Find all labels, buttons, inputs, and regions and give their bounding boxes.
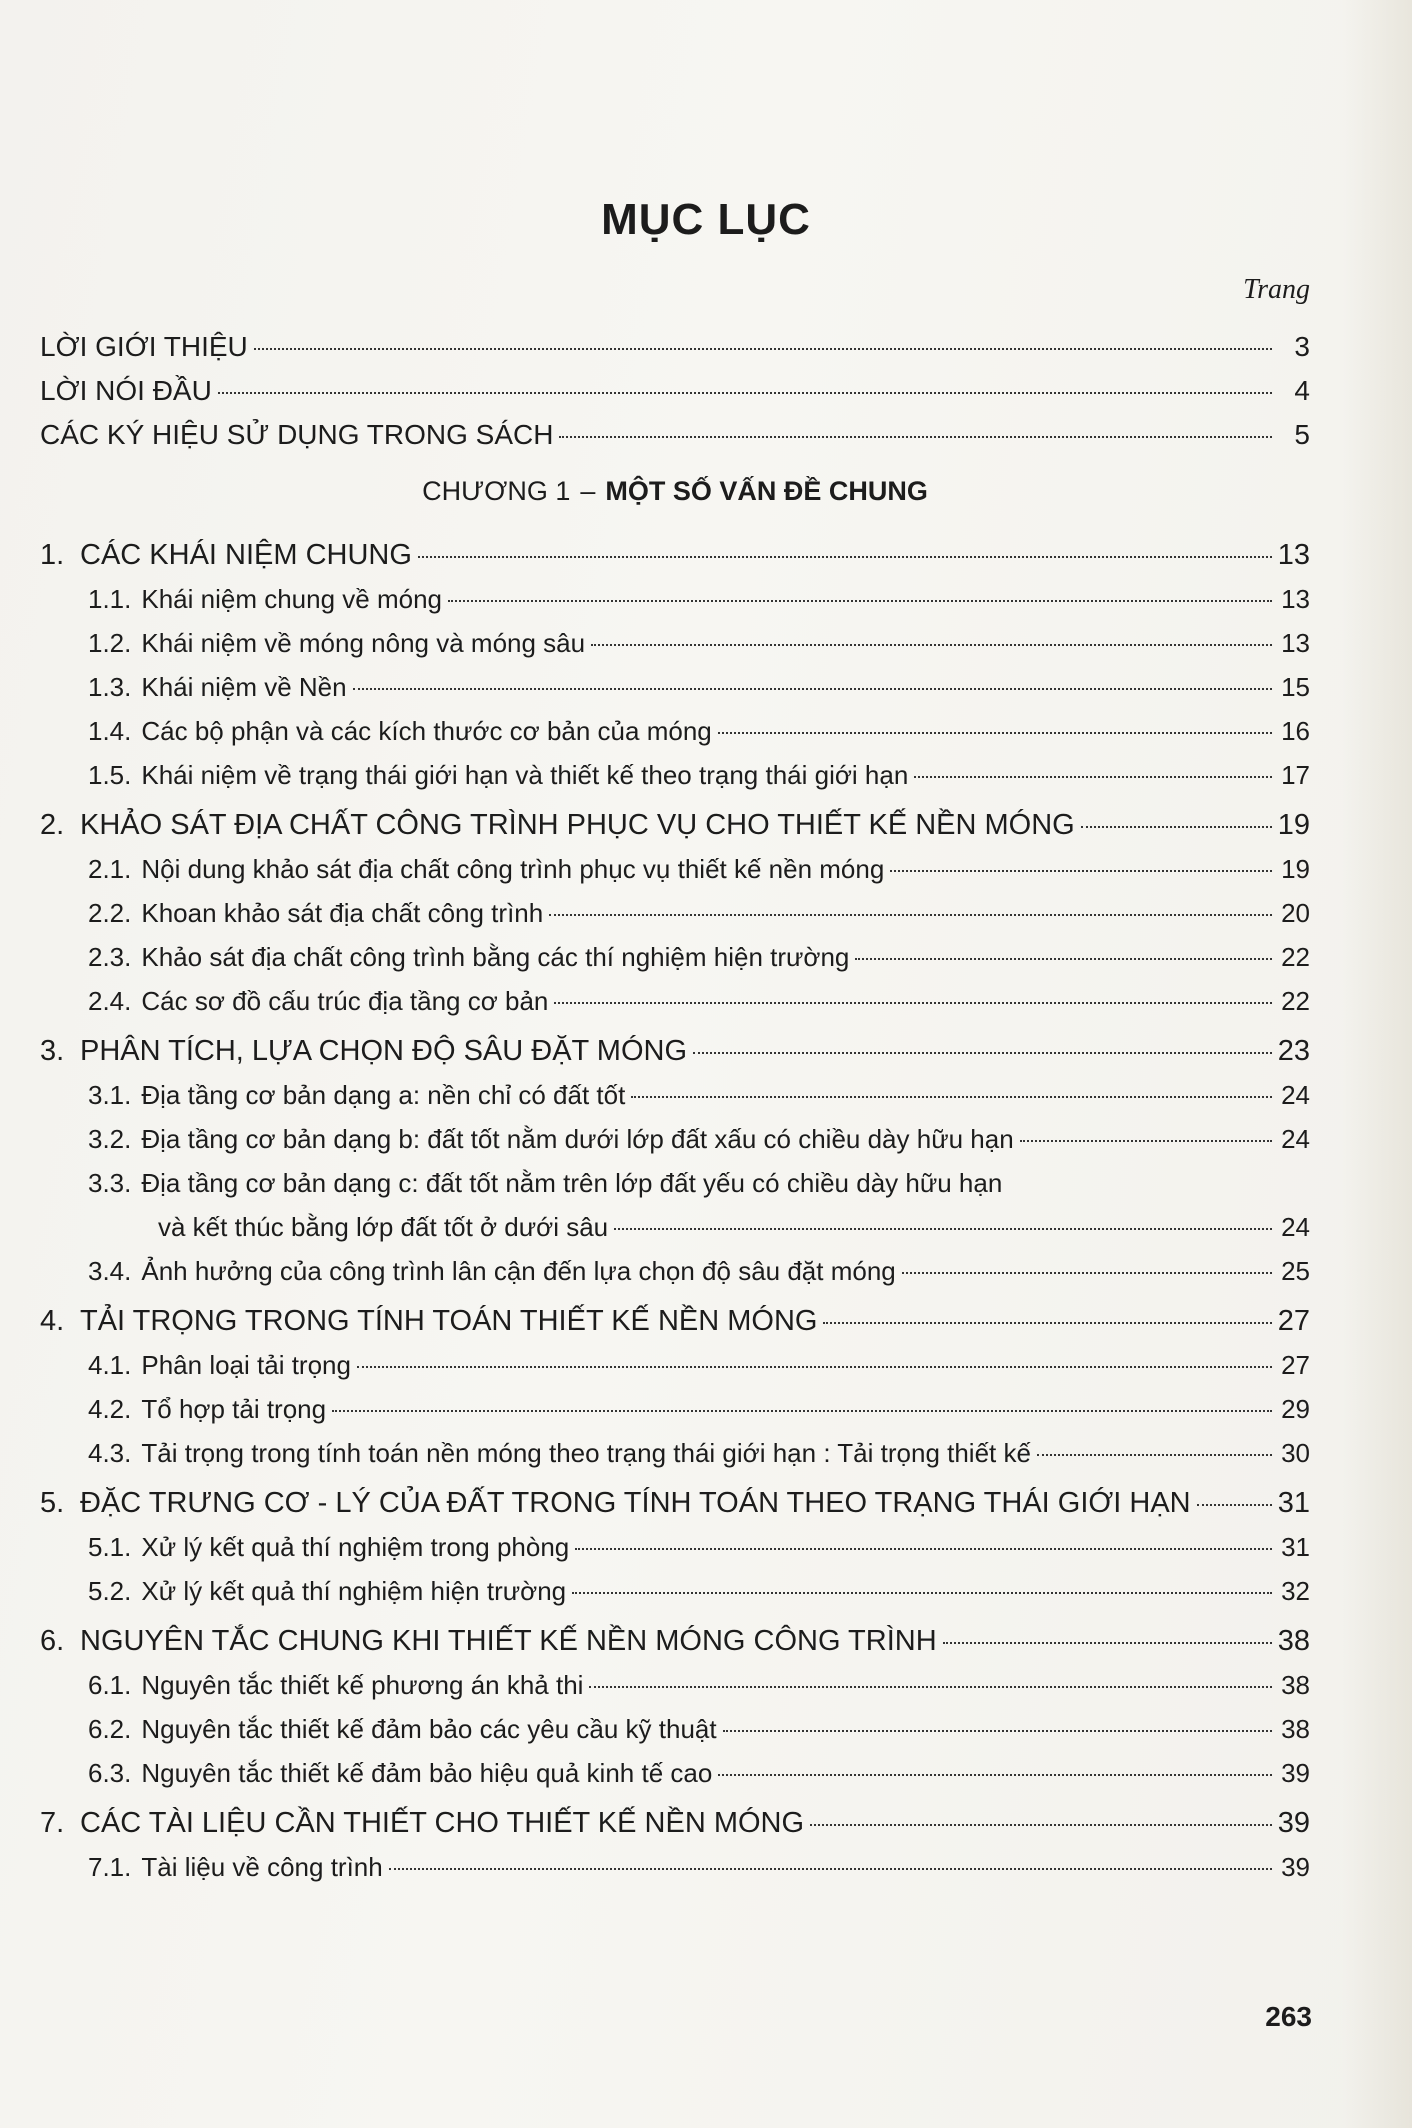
entry-label: LỜI GIỚI THIỆU bbox=[40, 331, 248, 362]
entry-label: Địa tầng cơ bản dạng a: nền chỉ có đất tốt bbox=[141, 1080, 626, 1110]
entry-page: 22 bbox=[1281, 986, 1310, 1016]
entry-number: 1.5. bbox=[88, 760, 132, 790]
entry-page: 15 bbox=[1281, 672, 1310, 702]
dot-leader bbox=[1081, 825, 1272, 828]
entry-page: 30 bbox=[1281, 1438, 1310, 1468]
entry-number: 3.1. bbox=[88, 1080, 132, 1110]
subsection-entry bbox=[40, 621, 1310, 665]
dot-leader bbox=[554, 1001, 1272, 1004]
entry-label: Nguyên tắc thiết kế phương án khả thi bbox=[141, 1670, 584, 1700]
entry-page: 38 bbox=[1281, 1714, 1310, 1744]
entry-page: 27 bbox=[1277, 1305, 1310, 1337]
dot-leader bbox=[357, 1365, 1272, 1368]
dot-leader bbox=[914, 775, 1272, 778]
entry-number: 3.4. bbox=[88, 1256, 132, 1286]
entry-page: 13 bbox=[1277, 539, 1310, 571]
entry-number: 2.1. bbox=[88, 854, 132, 884]
chapter-title: MỘT SỐ VẤN ĐỀ CHUNG bbox=[605, 476, 928, 506]
entry-page: 19 bbox=[1277, 809, 1310, 841]
section-entry bbox=[40, 1619, 1310, 1663]
entry-label: Địa tầng cơ bản dạng c: đất tốt nằm trên lớp đất yếu có chiều dày hữu hạn bbox=[141, 1168, 1003, 1198]
entry-number: 7. bbox=[40, 1807, 65, 1839]
entry-label: PHÂN TÍCH, LỰA CHỌN ĐỘ SÂU ĐẶT MÓNG bbox=[80, 1035, 688, 1067]
subsection-entry bbox=[40, 709, 1310, 753]
subsection-entry bbox=[40, 1161, 1310, 1205]
entry-number: 1.3. bbox=[88, 672, 132, 702]
front-matter-entry bbox=[40, 369, 1310, 413]
entry-number: 2.3. bbox=[88, 942, 132, 972]
entry-number: 1.1. bbox=[88, 584, 132, 614]
entry-page: 3 bbox=[1294, 331, 1310, 362]
dot-leader bbox=[810, 1823, 1272, 1826]
entry-page: 22 bbox=[1281, 942, 1310, 972]
entry-label: Tải trọng trong tính toán nền móng theo trạng thái giới hạn : Tải trọng thiết kế bbox=[141, 1438, 1031, 1468]
entry-page: 20 bbox=[1281, 898, 1310, 928]
dot-leader bbox=[890, 869, 1272, 872]
dot-leader bbox=[718, 1773, 1272, 1776]
entry-number: 3. bbox=[40, 1035, 65, 1067]
dot-leader bbox=[855, 957, 1272, 960]
subsection-entry bbox=[40, 1707, 1310, 1751]
entry-number: 1.4. bbox=[88, 716, 132, 746]
subsection-entry bbox=[40, 1117, 1310, 1161]
entry-label: Các bộ phận và các kích thước cơ bản của móng bbox=[141, 716, 712, 746]
dot-leader bbox=[448, 599, 1272, 602]
entry-page: 24 bbox=[1281, 1212, 1310, 1242]
entry-page: 39 bbox=[1277, 1807, 1310, 1839]
dot-leader bbox=[1037, 1453, 1272, 1456]
dot-leader bbox=[353, 687, 1272, 690]
entry-label: KHẢO SÁT ĐỊA CHẤT CÔNG TRÌNH PHỤC VỤ CHO THIẾT KẾ NỀN MÓNG bbox=[80, 809, 1075, 841]
dot-leader bbox=[559, 435, 1272, 438]
section-entry bbox=[40, 1481, 1310, 1525]
entry-label: TẢI TRỌNG TRONG TÍNH TOÁN THIẾT KẾ NỀN MÓNG bbox=[80, 1305, 818, 1337]
entry-number: 1. bbox=[40, 539, 65, 571]
entry-number: 3.3. bbox=[88, 1168, 132, 1198]
subsection-entry-continuation bbox=[40, 1205, 1310, 1249]
entry-page: 5 bbox=[1294, 419, 1310, 450]
entry-number: 1.2. bbox=[88, 628, 132, 658]
entry-number: 2.4. bbox=[88, 986, 132, 1016]
dot-leader bbox=[614, 1227, 1272, 1230]
dot-leader bbox=[418, 555, 1272, 558]
entry-label: Khái niệm về móng nông và móng sâu bbox=[141, 628, 586, 658]
entry-page: 29 bbox=[1281, 1394, 1310, 1424]
dot-leader bbox=[1008, 1185, 1272, 1186]
entry-label: Khái niệm về trạng thái giới hạn và thiết kế theo trạng thái giới hạn bbox=[141, 760, 909, 790]
entry-page: 16 bbox=[1281, 716, 1310, 746]
entry-label: Khái niệm về Nền bbox=[141, 672, 347, 702]
dot-leader bbox=[254, 347, 1272, 350]
subsection-entry bbox=[40, 979, 1310, 1023]
subsection-entry bbox=[40, 891, 1310, 935]
entry-number: 2.2. bbox=[88, 898, 132, 928]
entry-page: 32 bbox=[1281, 1576, 1310, 1606]
entry-page: 39 bbox=[1281, 1852, 1310, 1882]
entry-number: 7.1. bbox=[88, 1852, 132, 1882]
entry-page: 23 bbox=[1277, 1035, 1310, 1067]
table-of-contents bbox=[40, 325, 1310, 1889]
dot-leader bbox=[693, 1051, 1272, 1054]
subsection-entry bbox=[40, 1525, 1310, 1569]
entry-label: Tổ hợp tải trọng bbox=[141, 1394, 327, 1424]
entry-label: Khái niệm chung về móng bbox=[141, 584, 442, 614]
entry-label: Ảnh hưởng của công trình lân cận đến lựa chọn độ sâu đặt móng bbox=[141, 1256, 896, 1286]
section-entry bbox=[40, 1299, 1310, 1343]
page-column-label: Trang bbox=[1243, 274, 1310, 305]
page-edge-shadow bbox=[1342, 0, 1412, 2128]
subsection-entry bbox=[40, 577, 1310, 621]
dot-leader bbox=[631, 1095, 1272, 1098]
entry-label: CÁC KHÁI NIỆM CHUNG bbox=[80, 539, 412, 571]
entry-page: 24 bbox=[1281, 1124, 1310, 1154]
dot-leader bbox=[572, 1591, 1272, 1594]
entry-label: Khoan khảo sát địa chất công trình bbox=[141, 898, 544, 928]
entry-number: 5. bbox=[40, 1487, 65, 1519]
sections-list bbox=[40, 533, 1310, 1889]
entry-number: 3.2. bbox=[88, 1124, 132, 1154]
dot-leader bbox=[332, 1409, 1272, 1412]
entry-label: NGUYÊN TẮC CHUNG KHI THIẾT KẾ NỀN MÓNG CÔNG TRÌNH bbox=[80, 1625, 937, 1657]
entry-number: 2. bbox=[40, 809, 65, 841]
entry-label: CÁC KÝ HIỆU SỬ DỤNG TRONG SÁCH bbox=[40, 419, 554, 450]
subsection-entry bbox=[40, 1387, 1310, 1431]
entry-number: 5.2. bbox=[88, 1576, 132, 1606]
entry-label: Nguyên tắc thiết kế đảm bảo hiệu quả kinh tế cao bbox=[141, 1758, 713, 1788]
entry-page: 31 bbox=[1281, 1532, 1310, 1562]
subsection-entry bbox=[40, 935, 1310, 979]
section-entry bbox=[40, 533, 1310, 577]
entry-page: 39 bbox=[1281, 1758, 1310, 1788]
dot-leader bbox=[902, 1271, 1272, 1274]
entry-number: 5.1. bbox=[88, 1532, 132, 1562]
entry-number: 4. bbox=[40, 1305, 65, 1337]
section-entry bbox=[40, 1029, 1310, 1073]
subsection-entry bbox=[40, 847, 1310, 891]
entry-page: 38 bbox=[1277, 1625, 1310, 1657]
dot-leader bbox=[389, 1867, 1272, 1870]
dot-leader bbox=[575, 1547, 1272, 1550]
entry-number: 6. bbox=[40, 1625, 65, 1657]
entry-page: 19 bbox=[1281, 854, 1310, 884]
entry-page: 38 bbox=[1281, 1670, 1310, 1700]
entry-label: CÁC TÀI LIỆU CẦN THIẾT CHO THIẾT KẾ NỀN MÓNG bbox=[80, 1807, 805, 1839]
entry-label: và kết thúc bằng lớp đất tốt ở dưới sâu bbox=[158, 1212, 609, 1242]
page-title: MỤC LỤC bbox=[601, 195, 811, 244]
subsection-entry bbox=[40, 1751, 1310, 1795]
section-entry bbox=[40, 1801, 1310, 1845]
entry-number: 6.2. bbox=[88, 1714, 132, 1744]
entry-number: 6.3. bbox=[88, 1758, 132, 1788]
entry-label: LỜI NÓI ĐẦU bbox=[40, 375, 212, 406]
subsection-entry bbox=[40, 1343, 1310, 1387]
chapter-separator: – bbox=[580, 476, 596, 506]
subsection-entry bbox=[40, 1569, 1310, 1613]
entry-number: 4.3. bbox=[88, 1438, 132, 1468]
entry-label: Các sơ đồ cấu trúc địa tầng cơ bản bbox=[141, 986, 549, 1016]
entry-label: Nguyên tắc thiết kế đảm bảo các yêu cầu kỹ thuật bbox=[141, 1714, 717, 1744]
entry-page: 13 bbox=[1281, 628, 1310, 658]
subsection-entry bbox=[40, 753, 1310, 797]
subsection-entry bbox=[40, 1431, 1310, 1475]
dot-leader bbox=[943, 1641, 1272, 1644]
section-entry bbox=[40, 803, 1310, 847]
entry-label: Xử lý kết quả thí nghiệm hiện trường bbox=[141, 1576, 567, 1606]
entry-page: 24 bbox=[1281, 1080, 1310, 1110]
subsection-entry bbox=[40, 1073, 1310, 1117]
entry-number: 4.2. bbox=[88, 1394, 132, 1424]
dot-leader bbox=[218, 391, 1272, 394]
entry-label: Khảo sát địa chất công trình bằng các thí nghiệm hiện trường bbox=[141, 942, 850, 972]
entry-page: 4 bbox=[1294, 375, 1310, 406]
entry-page: 31 bbox=[1277, 1487, 1310, 1519]
dot-leader bbox=[591, 643, 1272, 646]
dot-leader bbox=[723, 1729, 1272, 1732]
front-matter-entry bbox=[40, 325, 1310, 369]
entry-label: Nội dung khảo sát địa chất công trình phục vụ thiết kế nền móng bbox=[141, 854, 885, 884]
entry-page: 13 bbox=[1281, 584, 1310, 614]
dot-leader bbox=[1020, 1139, 1272, 1142]
entry-page: 17 bbox=[1281, 760, 1310, 790]
subsection-entry bbox=[40, 1249, 1310, 1293]
front-matter-entry bbox=[40, 413, 1310, 457]
entry-label: Tài liệu về công trình bbox=[141, 1852, 383, 1882]
dot-leader bbox=[1197, 1503, 1272, 1506]
entry-label: Phân loại tải trọng bbox=[141, 1350, 351, 1380]
subsection-entry bbox=[40, 1663, 1310, 1707]
chapter-label: CHƯƠNG 1 bbox=[422, 476, 571, 506]
entry-number: 6.1. bbox=[88, 1670, 132, 1700]
subsection-entry bbox=[40, 1845, 1310, 1889]
dot-leader bbox=[823, 1321, 1271, 1324]
entry-page: 25 bbox=[1281, 1256, 1310, 1286]
dot-leader bbox=[718, 731, 1272, 734]
entry-number: 4.1. bbox=[88, 1350, 132, 1380]
entry-label: Địa tầng cơ bản dạng b: đất tốt nằm dưới lớp đất xấu có chiều dày hữu hạn bbox=[141, 1124, 1014, 1154]
dot-leader bbox=[589, 1685, 1272, 1688]
page-number: 263 bbox=[1265, 2001, 1312, 2032]
entry-label: ĐẶC TRƯNG CƠ - LÝ CỦA ĐẤT TRONG TÍNH TOÁN THEO TRẠNG THÁI GIỚI HẠN bbox=[80, 1487, 1191, 1519]
entry-label: Xử lý kết quả thí nghiệm trong phòng bbox=[141, 1532, 570, 1562]
entry-page: 27 bbox=[1281, 1350, 1310, 1380]
front-matter-list bbox=[40, 325, 1310, 457]
chapter-heading bbox=[40, 471, 1310, 511]
dot-leader bbox=[549, 913, 1272, 916]
subsection-entry bbox=[40, 665, 1310, 709]
